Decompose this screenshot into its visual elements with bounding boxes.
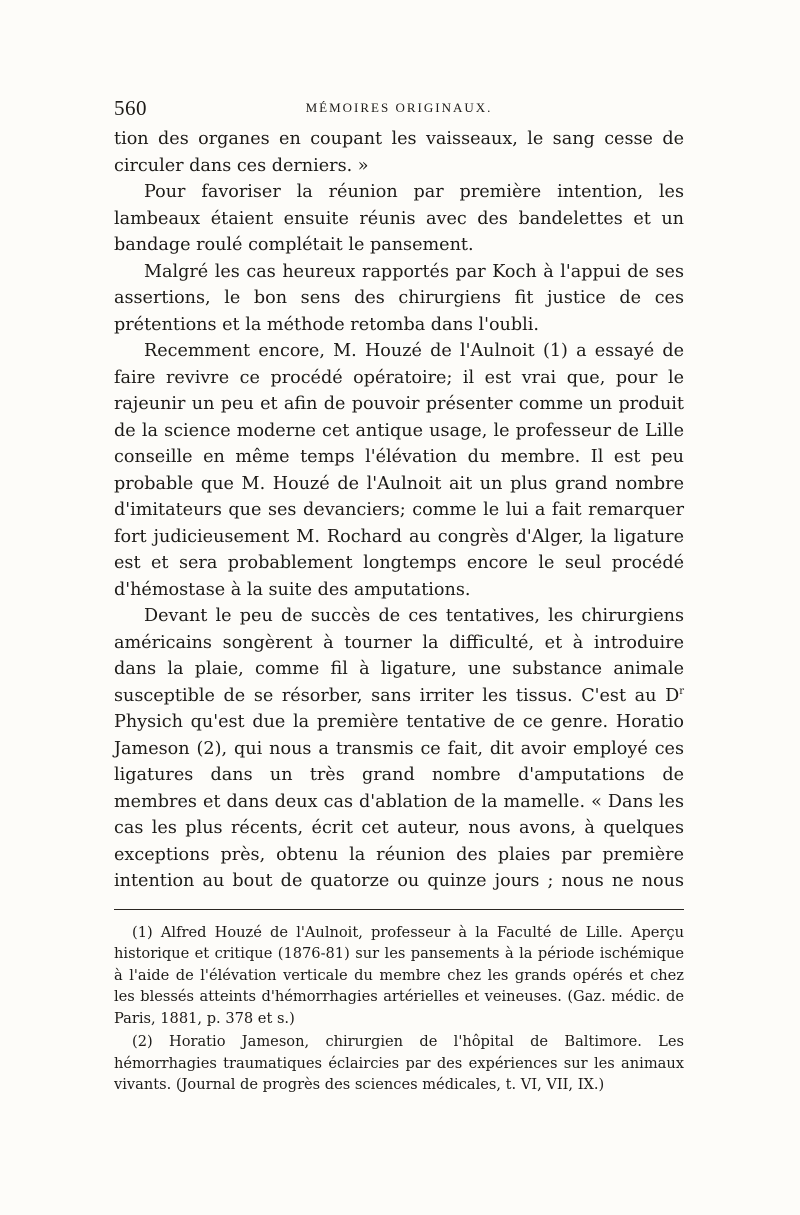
footnote-2: (2) Horatio Jameson, chirurgien de l'hôpital de Baltimore. Les hémorrhagies traumatiques éclaircies par des expériences sur les animaux vivants. (Journal de progrès des sciences médicales, t. VI, VII, IX.) (114, 1033, 684, 1093)
running-title: MÉMOIRES ORIGINAUX. (305, 100, 493, 115)
footnote-1: (1) Alfred Houzé de l'Aulnoit, professeur à la Faculté de Lille. Aperçu historique et critique (1876-81) sur les pansements à la période ischémique à l'aide de l'élévation verticale du membre chez les grands opérés et chez les blessés atteints d'hémorrhagies artérielles et veineuses. (Gaz. médic. de Paris, 1881, p. 378 et s.) (114, 923, 684, 1027)
footnotes (114, 922, 684, 1096)
paragraph-text: Physich qu'est due la première tentative de ce genre. Horatio Jameson (2), qui nous a transmis ce fait, dit avoir employé ces ligatures dans un très grand nombre d'amputations de membres et dans deux cas d'ablation de la mamelle. « Dans les cas les plus récents, écrit cet auteur, nous avons, à quelques exceptions près, obtenu la réunion des plaies par première intention au bout de quatorze ou quinze jours ; nous ne nous (114, 712, 684, 891)
book-page (114, 96, 684, 1098)
main-text (114, 126, 684, 895)
page-number: 560 (114, 96, 147, 120)
running-head (114, 96, 684, 126)
paragraph-text: Devant le peu de succès de ces tentatives, les chirurgiens américains songèrent à tourner la difficulté, et à introduire dans la plaie, comme fil à ligature, une substance animale susceptible de se résorber, sans irriter les tissus. C'est au D (114, 606, 684, 706)
paragraph: Pour favoriser la réunion par première intention, les lambeaux étaient ensuite réunis avec des bandelettes et un bandage roulé complétait le pansement. (114, 182, 684, 255)
paragraph: Recemment encore, M. Houzé de l'Aulnoit (1) a essayé de faire revivre ce procédé opératoire; il est vrai que, pour le rajeunir un peu et afin de pouvoir présenter comme un produit de la science moderne cet antique usage, le professeur de Lille conseille en même temps l'élévation du membre. Il est peu probable que M. Houzé de l'Aulnoit ait un plus grand nombre d'imitateurs que ses devanciers; comme le lui a fait remarquer fort judicieusement M. Rochard au congrès d'Alger, la ligature est et sera probablement longtemps encore le seul procédé d'hémostase à la suite des amputations. (114, 341, 684, 600)
paragraph-continuation: tion des organes en coupant les vaisseaux, le sang cesse de circuler dans ces derniers. » (114, 129, 684, 176)
paragraph: Malgré les cas heureux rapportés par Koch à l'appui de ses assertions, le bon sens des chirurgiens fit justice de ces prétentions et la méthode retomba dans l'oubli. (114, 261, 684, 335)
superscript: r (679, 685, 684, 697)
paragraph (114, 603, 684, 895)
footnote-rule (114, 909, 684, 910)
